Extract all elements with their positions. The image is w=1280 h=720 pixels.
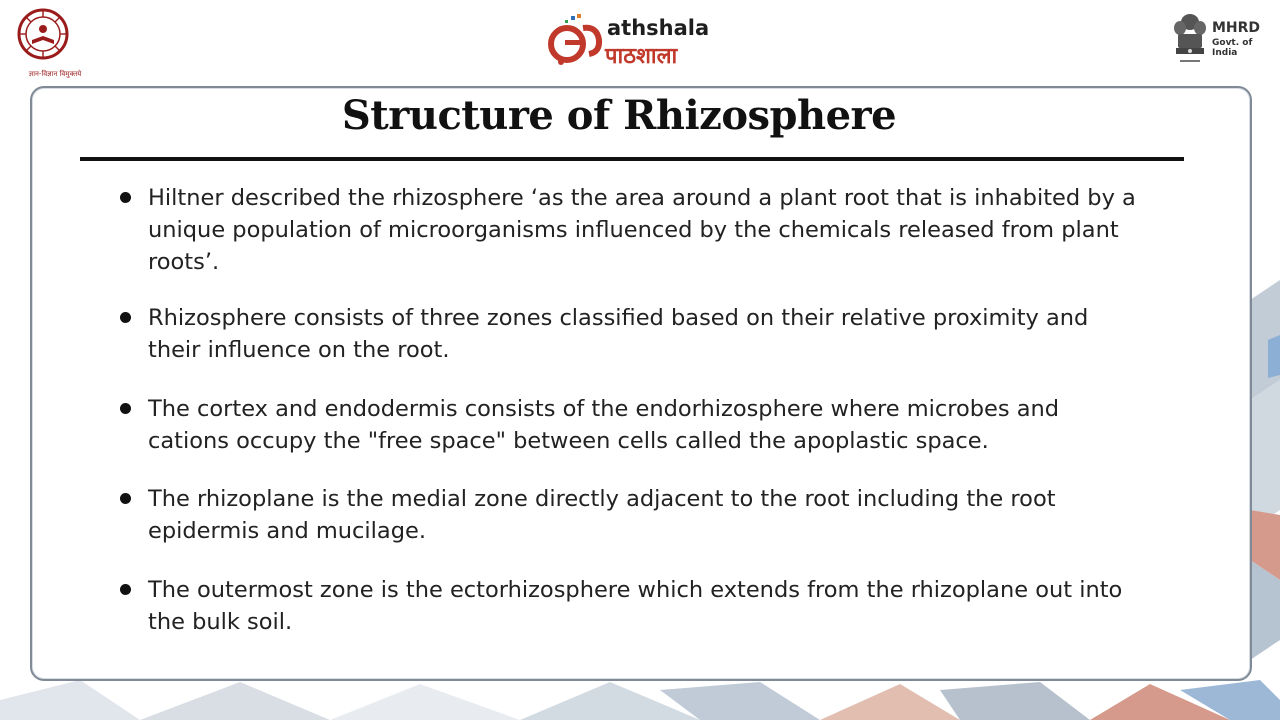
ashoka-emblem-icon	[1172, 10, 1208, 68]
ugc-motto: ज्ञान-विज्ञान विमुक्तये	[28, 70, 82, 78]
ugc-logo	[12, 6, 82, 78]
bullet-item	[118, 302, 1138, 366]
header	[0, 0, 1280, 84]
slide-title: Structure of Rhizosphere	[341, 92, 897, 139]
bullet-text: The outermost zone is the ectorhizosphere which extends from the rhizoplane out into the bulk soil.	[148, 577, 1123, 635]
bullet-dot-icon	[120, 403, 131, 414]
bullet-text: Rhizosphere consists of three zones classified based on their relative proximity and their influence on the root.	[148, 305, 1089, 363]
bullet-text: The cortex and endodermis consists of the endorhizosphere where microbes and cations occupy the "free space" between cells called the apoplastic space.	[148, 396, 1060, 454]
mhrd-subtitle: Govt. of India	[1212, 38, 1253, 58]
bullet-item	[118, 393, 1138, 457]
bullet-dot-icon	[120, 192, 131, 203]
epathshala-english-text: athshala	[607, 16, 710, 40]
mhrd-title: MHRD	[1212, 20, 1261, 36]
bullet-text: Hiltner described the rhizosphere ‘as the area around a plant root that is inhabited by a unique population of microorganisms influenced by the chemicals released from plant roots’.	[148, 185, 1136, 275]
bullet-dot-icon	[120, 493, 131, 504]
bullet-item	[118, 574, 1138, 638]
epathshala-logo	[545, 10, 735, 74]
title-divider	[80, 157, 1184, 161]
epathshala-hindi-text: पाठशाला	[605, 44, 678, 69]
bullet-list	[118, 182, 1138, 638]
bullet-item	[118, 182, 1138, 278]
mhrd-logo	[1172, 10, 1272, 74]
ugc-emblem-icon	[12, 6, 74, 68]
bullet-text: The rhizoplane is the medial zone directly adjacent to the root including the root epidermis and mucilage.	[148, 486, 1056, 544]
bullet-dot-icon	[120, 312, 131, 323]
bullet-item	[118, 483, 1138, 547]
bullet-dot-icon	[120, 584, 131, 595]
